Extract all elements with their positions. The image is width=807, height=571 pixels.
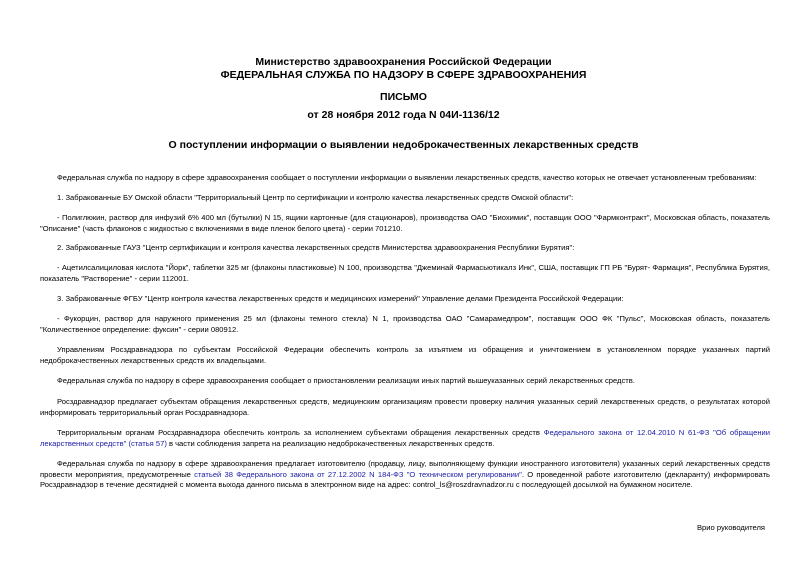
paragraph-buryatia-heading: 2. Забракованные ГАУЗ "Центр сертификации и контроля качества лекарственных средств Министерства здравоохранения Республики Бурятия": — [57, 243, 575, 252]
federal-law-184-article-38-link[interactable]: статьей 38 Федерального закона от 27.12.2002 N 184-ФЗ "О техническом регулировании" — [194, 469, 522, 479]
paragraph-polyglukin: - Полиглюкин, раствор для инфузий 6% 400 мл (бутылки) N 15, ящики картонные (для стационаров), производства ОАО "Биохимик", поставщик ООО "Фармконтракт", Московская область, показатель "Описание" (часть флаконов с жидкостью с включениями в виде пленок белого цвета) - серии 701210. — [40, 213, 770, 233]
paragraph-text: в части соблюдения запрета на реализацию недоброкачественных лекарственных средств. — [166, 438, 495, 448]
article-57-link[interactable]: (статья 57) — [128, 438, 167, 448]
ministry-name: Министерство здравоохранения Российской Федерации — [255, 56, 552, 68]
paragraph-fgbu-heading: 3. Забракованные ФГБУ "Центр контроля качества лекарственных средств и медицинских измерений" Управление делами Президента Российской Федерации: — [57, 294, 624, 303]
signature-line: Врио руководителя — [696, 523, 765, 532]
paragraph-intro: Федеральная служба по надзору в сфере здравоохранения сообщает о поступлении информации о выявлении лекарственных средств, качество которых не отвечает установленным требованиям: — [57, 173, 757, 182]
paragraph-control-withdrawal: Управлениям Росздравнадзора по субъектам Российской Федерации обеспечить контроль за изъятием из обращения и уничтожением в установленном порядке указанных партий недоброкачественных лекарственных средств их владельцами. — [40, 345, 770, 365]
service-name: ФЕДЕРАЛЬНАЯ СЛУЖБА ПО НАДЗОРУ В СФЕРЕ ЗДРАВООХРАНЕНИЯ — [220, 69, 587, 81]
paragraph-territorial-control — [40, 428, 770, 449]
document-subject: О поступлении информации о выявлении недоброкачественных лекарственных средств — [168, 139, 639, 151]
paragraph-text: Федеральная служба по надзору в сфере здравоохранения предлагает изготовителю (продавцу, лицу, выполняющему функции иностранного изготовителя) указанных серий лекарственных средств провести мероприятия, предусмотренные — [40, 459, 770, 479]
paragraph-text: . О проведенной работе изготовителю (декларанту) информировать Росздравнадзор в течение десятидней с момента выхода данного письма в электронном виде на адрес: control_ls@roszdravnadzor.ru с последующей досылкой на бумажном носителе. — [40, 469, 771, 489]
paragraph-fukorcin: - Фукорцин, раствор для наружного применения 25 мл (флаконы темного стекла) N 1, производства ОАО "Самарамедпром", поставщик ООО ФК "Пульс", Московская область, показатель "Количественное определение: фуксин" - серии 080912. — [40, 314, 770, 334]
paragraph-text: Территориальным органам Росздравнадзора обеспечить контроль за исполнением субъектами обращения лекарственных средств — [57, 428, 544, 437]
paragraph-aspirin: - Ацетилсалициловая кислота "Йорк", таблетки 325 мг (флаконы пластиковые) N 100, производства "Джеминай Фармасьютикалз Инк", США, поставщик ГП РБ "Бурят- Фармация", Республика Бурятия, показатель "Растворение" - серии 112001. — [40, 263, 770, 283]
paragraph-suspension: Федеральная служба по надзору в сфере здравоохранения сообщает о приостановлении реализации иных партий вышеуказанных серий лекарственных средств. — [57, 376, 635, 385]
document-type: ПИСЬМО — [380, 91, 427, 103]
paragraph-check-availability: Росздравнадзор предлагает субъектам обращения лекарственных средств, медицинским организациям провести проверку наличия указанных серий лекарственных средств, о результатах которой информировать территориальный орган Росздравнадзора. — [40, 397, 770, 417]
document-date-number: от 28 ноября 2012 года N 04И-1136/12 — [307, 109, 500, 121]
paragraph-manufacturer-actions — [40, 459, 770, 491]
federal-law-61-link[interactable]: Федерального закона от 12.04.2010 N 61-ФЗ "Об обращении лекарственных средств" — [40, 428, 770, 448]
document-header — [0, 56, 807, 82]
paragraph-omsk-heading: 1. Забракованные БУ Омской области "Территориальный Центр по сертификации и контролю качества лекарственных средств Омской области": — [57, 193, 574, 202]
